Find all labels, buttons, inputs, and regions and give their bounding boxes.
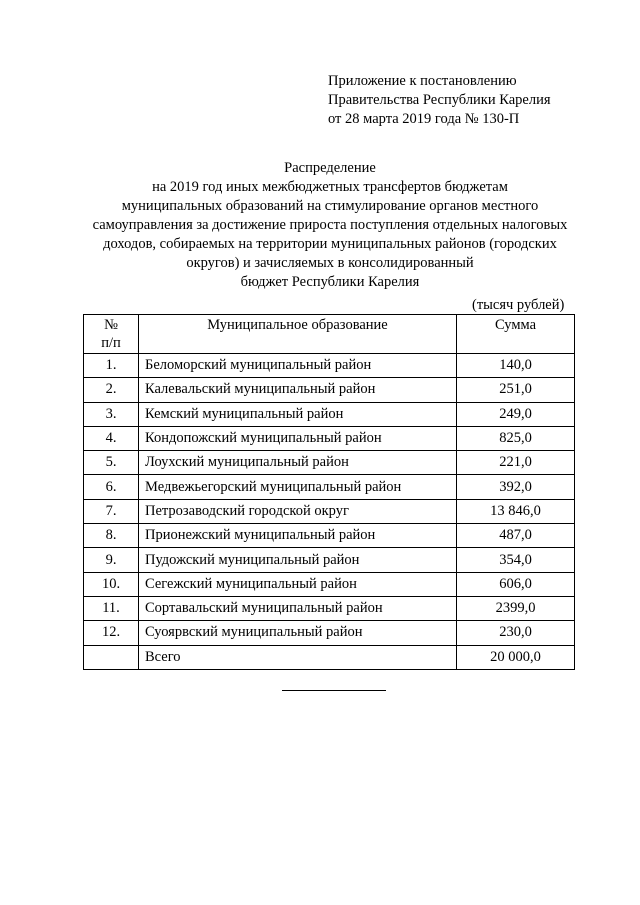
- row-num: 4.: [84, 426, 139, 450]
- table-row: [84, 572, 575, 596]
- header-name: Муниципальное образование: [139, 315, 457, 354]
- row-num: 11.: [84, 596, 139, 620]
- row-name: Кемский муниципальный район: [139, 402, 457, 426]
- table-row: [84, 475, 575, 499]
- total-sum: 20 000,0: [457, 645, 575, 669]
- row-sum: 2399,0: [457, 596, 575, 620]
- table-row: [84, 426, 575, 450]
- row-sum: 251,0: [457, 378, 575, 402]
- row-name: Беломорский муниципальный район: [139, 354, 457, 378]
- row-sum: 606,0: [457, 572, 575, 596]
- row-sum: 392,0: [457, 475, 575, 499]
- title-line: самоуправления за достижение прироста поступления отдельных налоговых: [92, 217, 568, 233]
- table-row: [84, 621, 575, 645]
- row-name: Лоухский муниципальный район: [139, 451, 457, 475]
- table-row: [84, 451, 575, 475]
- table-header-row: [84, 315, 575, 354]
- row-num: 5.: [84, 451, 139, 475]
- table-row: [84, 499, 575, 523]
- table-row: [84, 354, 575, 378]
- distribution-table: [83, 314, 575, 670]
- row-num: 12.: [84, 621, 139, 645]
- appendix-line: Приложение к постановлению: [328, 73, 517, 89]
- row-name: Медвежьегорский муниципальный район: [139, 475, 457, 499]
- table-row: [84, 548, 575, 572]
- title-line: округов) и зачисляемых в консолидированный: [186, 255, 474, 271]
- row-name: Кондопожский муниципальный район: [139, 426, 457, 450]
- title-line: муниципальных образований на стимулирование органов местного: [121, 198, 539, 214]
- table-row: [84, 524, 575, 548]
- row-sum: 825,0: [457, 426, 575, 450]
- row-name: Сегежский муниципальный район: [139, 572, 457, 596]
- title-line: доходов, собираемых на территории муниципальных районов (городских: [103, 236, 557, 252]
- header-num-line2: п/п: [101, 335, 121, 351]
- row-num: 3.: [84, 402, 139, 426]
- appendix-line: от 28 марта 2019 года № 130-П: [328, 111, 520, 127]
- row-sum: 487,0: [457, 524, 575, 548]
- units-label: (тысяч рублей): [472, 297, 565, 313]
- title-line: Распределение: [284, 160, 376, 176]
- row-sum: 140,0: [457, 354, 575, 378]
- document-title: [40, 159, 620, 292]
- table-row: [84, 402, 575, 426]
- row-sum: 249,0: [457, 402, 575, 426]
- table-row: [84, 596, 575, 620]
- row-num: 8.: [84, 524, 139, 548]
- header-num-line1: №: [104, 317, 118, 333]
- total-label: Всего: [139, 645, 457, 669]
- title-line: бюджет Республики Карелия: [240, 274, 420, 290]
- row-sum: 230,0: [457, 621, 575, 645]
- row-num: 6.: [84, 475, 139, 499]
- row-sum: 354,0: [457, 548, 575, 572]
- row-name: Пудожский муниципальный район: [139, 548, 457, 572]
- row-num: 1.: [84, 354, 139, 378]
- row-num: 9.: [84, 548, 139, 572]
- header-sum: Сумма: [457, 315, 575, 354]
- row-num: 2.: [84, 378, 139, 402]
- appendix-header: [328, 72, 551, 129]
- row-num: 7.: [84, 499, 139, 523]
- row-name: Калевальский муниципальный район: [139, 378, 457, 402]
- row-name: Прионежский муниципальный район: [139, 524, 457, 548]
- row-name: Сортавальский муниципальный район: [139, 596, 457, 620]
- title-line: на 2019 год иных межбюджетных трансфертов бюджетам: [152, 179, 508, 195]
- total-num-cell: [84, 645, 139, 669]
- row-num: 10.: [84, 572, 139, 596]
- appendix-line: Правительства Республики Карелия: [328, 92, 551, 108]
- row-name: Суоярвский муниципальный район: [139, 621, 457, 645]
- row-sum: 221,0: [457, 451, 575, 475]
- row-name: Петрозаводский городской округ: [139, 499, 457, 523]
- table-row: [84, 378, 575, 402]
- row-sum: 13 846,0: [457, 499, 575, 523]
- header-num: [84, 315, 139, 354]
- total-row: [84, 645, 575, 669]
- closing-line: [282, 690, 386, 691]
